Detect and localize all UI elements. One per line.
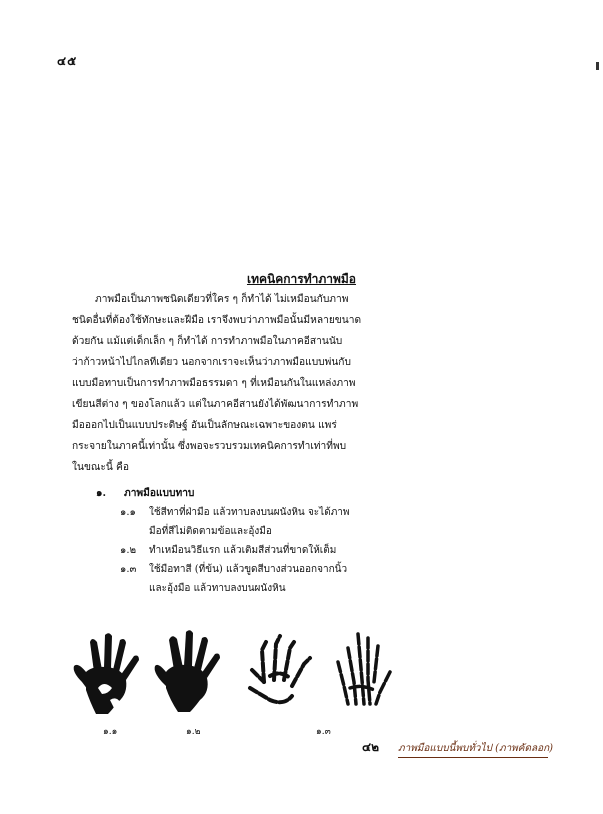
section-title: ภาพมือแบบทาบ	[124, 487, 195, 499]
item-number: ๑.๓	[120, 564, 137, 575]
section-heading: เทคนิคการทำภาพมือ	[246, 272, 357, 286]
paragraph-line: ในขณะนี้ คือ	[72, 462, 129, 473]
item-number: ๑.๑	[120, 507, 136, 518]
figure-caption: ๑.๓	[316, 727, 331, 737]
footer-caption: ภาพมือแบบนี้พบทั่วไป (ภาพคัดลอก)	[398, 743, 554, 754]
figure-caption: ๑.๒	[186, 727, 201, 737]
section-number: ๑.	[96, 487, 107, 499]
hand-print-figure-1	[72, 632, 144, 716]
edge-mark	[596, 62, 599, 70]
paragraph-line: ภาพมือเป็นภาพชนิดเดียวที่ใคร ๆ ก็ทำได้ ไม่เหมือนกับภาพ	[95, 294, 349, 305]
hand-print-figure-3b	[326, 628, 402, 710]
paragraph-line: แบบมือทาบเป็นการทำภาพมือธรรมดา ๆ ที่เหมือนกันในแหล่งภาพ	[72, 378, 356, 389]
page-number-top: ๔๕	[57, 54, 78, 68]
figure-caption: ๑.๑	[103, 727, 118, 737]
item-text: ใช้สีทาที่ฝ่ามือ แล้วทาบลงบนผนังหิน จะได้ภาพ	[149, 507, 350, 518]
footer-rule	[398, 757, 548, 758]
item-text: ใช้มือทาสี (ที่ข้น) แล้วขูดสีบางส่วนออกจากนิ้ว	[149, 564, 348, 575]
paragraph-line: มือออกไปเป็นแบบประดิษฐ์ อันเป็นลักษณะเฉพาะของตน แพร่	[72, 420, 337, 431]
paragraph-line: ด้วยกัน แม้แต่เด็กเล็ก ๆ ก็ทำได้ การทำภาพมือในภาคอีสานนับ	[72, 336, 343, 347]
item-number: ๑.๒	[120, 545, 137, 556]
item-text: และอุ้งมือ แล้วทาบลงบนผนังหิน	[149, 583, 286, 594]
paragraph-line: ว่าก้าวหน้าไปไกลทีเดียว นอกจากเราจะเห็นว่าภาพมือแบบพ่นกับ	[72, 357, 351, 368]
paragraph-line: เขียนสีต่าง ๆ ของโลกแล้ว แต่ในภาคอีสานยังได้พัฒนาการทำภาพ	[72, 399, 359, 410]
page-number-bottom: ๔๒	[362, 740, 379, 754]
hand-print-figure-2	[152, 628, 224, 712]
paragraph-line: ชนิดอื่นที่ต้องใช้ทักษะและฝีมือ เราจึงพบว่าภาพมือนั้นมีหลายขนาด	[72, 315, 362, 326]
hand-print-figure-3a	[240, 630, 320, 710]
paragraph-line: กระจายในภาคนี้เท่านั้น ซึ่งพอจะรวบรวมเทคนิคการทำเท่าที่พบ	[72, 441, 347, 452]
item-text: มือที่สีไม่ติดตามข้อและอุ้งมือ	[149, 526, 272, 537]
item-text: ทำเหมือนวิธีแรก แล้วเติมสีส่วนที่ขาดให้เต็ม	[149, 545, 337, 556]
